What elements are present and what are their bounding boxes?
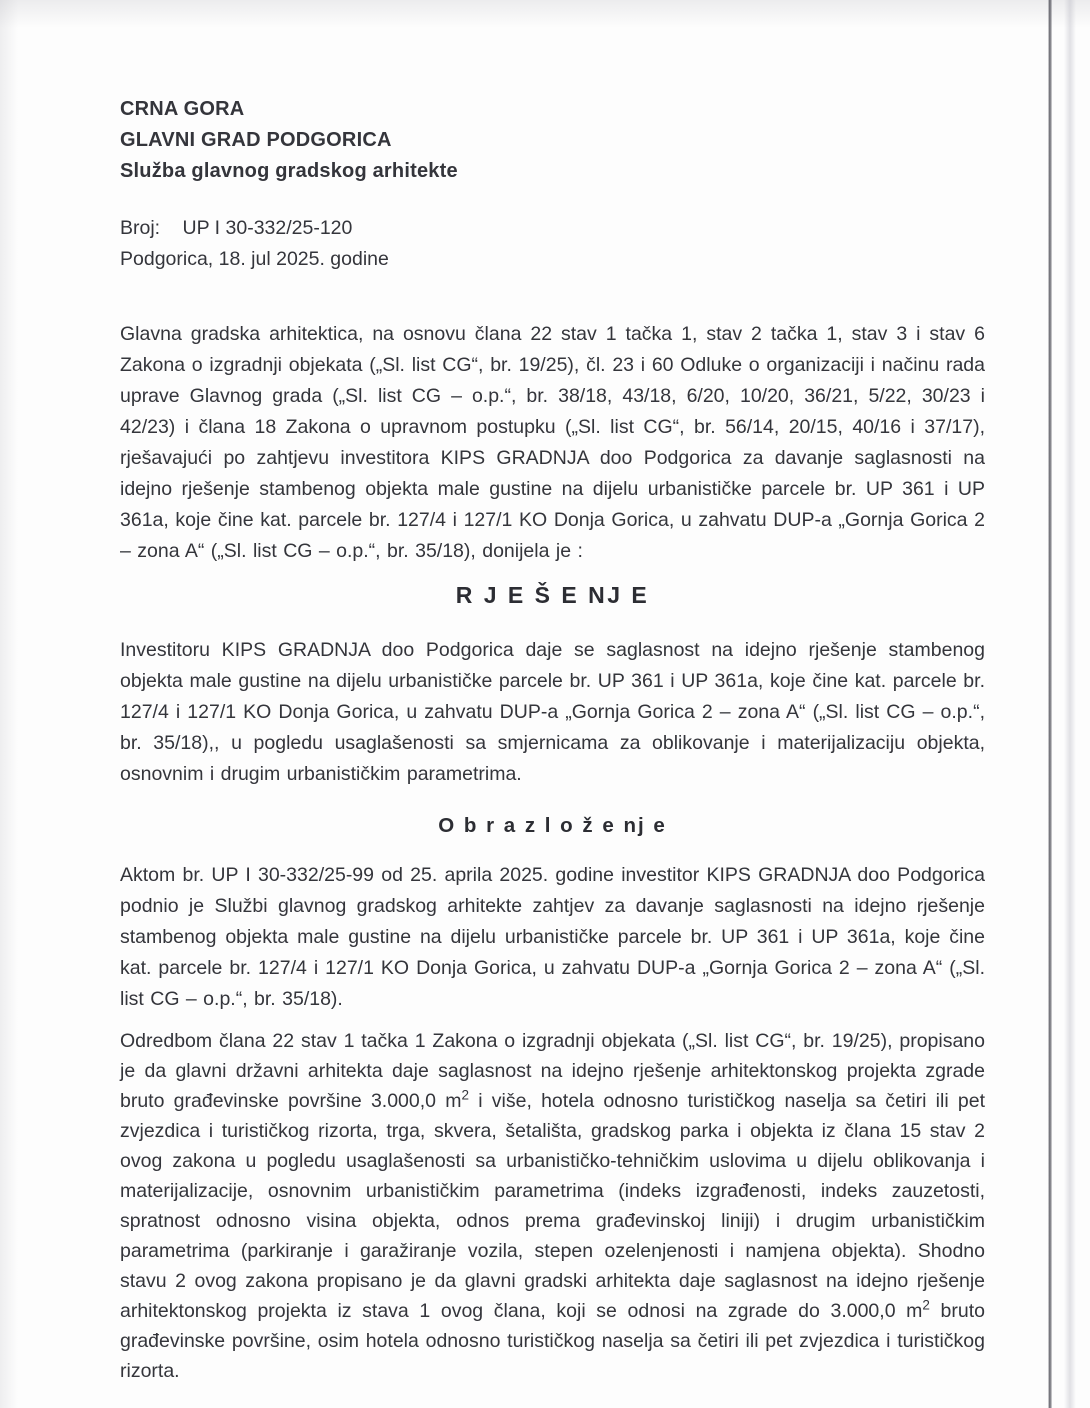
letterhead-office: Služba glavnog gradskog arhitekte <box>120 160 458 182</box>
decision-paragraph: Investitoru KIPS GRADNJA doo Podgorica daje se saglasnost na idejno rješenje stambenog objekta male gustine na dijelu urbanističke parcele br. UP 361 i UP 361a, koje čine kat. parcele br. 127/4 i 127/1 KO Donja Gorica, u zahvatu DUP-a „Gornja Gorica 2 – zona A“ („Sl. list CG – o.p.“, br. 35/18),, u pogledu usaglašenosti sa smjernicama za oblikovanje i materijalizaciju objekta, osnovnim i drugim urbanističkim parametrima. <box>120 639 985 785</box>
paragraph-text-run: Odredbom člana 22 stav 1 tačka 1 Zakona o izgradnji objekata („Sl. list CG“, br. 19/25), propisano je da glavni državni arhitekta daje saglasnost na idejno rješenje arhitektonskog projekta zgrade bruto građevinske površine 3.000,0 m <box>120 1030 985 1112</box>
rationale-paragraph-1: Aktom br. UP I 30-332/25-99 od 25. aprila 2025. godine investitor KIPS GRADNJA doo Podgorica podnio je Službi glavnog gradskog arhitekte zahtjev za davanje saglasnosti na idejno rješenje stambenog objekta male gustine na dijelu urbanističke parcele br. UP 361 i UP 361a, koje čine kat. parcele br. 127/4 i 127/1 KO Donja Gorica, u zahvatu DUP-a „Gornja Gorica 2 – zona A“ („Sl. list CG – o.p.“, br. 35/18). <box>120 864 985 1010</box>
paragraph-text-run: bruto građevinske površine, osim hotela odnosno turističkog naselja sa četiri ili pet zvjezdica i turističkog rizorta. <box>120 1300 985 1382</box>
reference-block <box>120 213 985 275</box>
rationale-paragraph-2 <box>120 1026 985 1386</box>
paragraph-text-run: i više, hotela odnosno turističkog naselja sa četiri ili pet zvjezdica i turističkog rizorta, trga, skvera, šetališta, gradskog parka i objekta iz člana 15 stav 2 ovog zakona u pogledu usaglašenosti sa urbanističko-tehničkim uslovima u dijelu oblikovanja i materijalizacije, osnovnim urbanističkim parametrima (indeks izgrađenosti, indeks zauzetosti, spratnost odnosno visina objekta, odnos prema građevinskoj liniji) i drugim urbanističkim parametrima (parkiranje i garažiranje vozila, stepen ozelenjenosti i namjena objekta). Shodno stavu 2 ovog zakona propisano je da glavni gradski arhitekta daje saglasnost na idejno rješenje arhitektonskog projekta iz stava 1 ovog člana, koji se odnosi na zgrade do 3.000,0 m <box>120 1090 985 1322</box>
rationale-heading: O b r a z l o ž e nj e <box>438 814 667 837</box>
superscript-2: 2 <box>461 1087 469 1103</box>
reference-number: UP I 30-332/25-120 <box>182 217 353 239</box>
reference-number-label: Broj: <box>120 217 161 239</box>
reference-place-date: Podgorica, 18. jul 2025. godine <box>120 248 389 270</box>
letterhead-city: GLAVNI GRAD PODGORICA <box>120 129 392 151</box>
intro-paragraph: Glavna gradska arhitektica, na osnovu člana 22 stav 1 tačka 1, stav 2 tačka 1, stav 3 i stav 6 Zakona o izgradnji objekata („Sl. list CG“, br. 19/25), čl. 23 i 60 Odluke o organizaciji i načinu rada uprave Glavnog grada („Sl. list CG – o.p.“, br. 38/18, 43/18, 6/20, 10/20, 36/21, 5/22, 30/23 i 42/23) i člana 18 Zakona o upravnom postupku („Sl. list CG“, br. 56/14, 20/15, 40/16 i 37/17), rješavajući po zahtjevu investitora KIPS GRADNJA doo Podgorica za davanje saglasnosti na idejno rješenje stambenog objekta male gustine na dijelu urbanističke parcele br. UP 361 i UP 361a, koje čine kat. parcele br. 127/4 i 127/1 KO Donja Gorica, u zahvatu DUP-a „Gornja Gorica 2 – zona A“ („Sl. list CG – o.p.“, br. 35/18), donijela je : <box>120 323 985 562</box>
letterhead <box>120 94 985 187</box>
reference-number-line <box>120 213 985 244</box>
decision-heading: R J E Š E NJ E <box>455 582 650 608</box>
superscript-2: 2 <box>922 1297 930 1313</box>
letterhead-country: CRNA GORA <box>120 98 245 120</box>
